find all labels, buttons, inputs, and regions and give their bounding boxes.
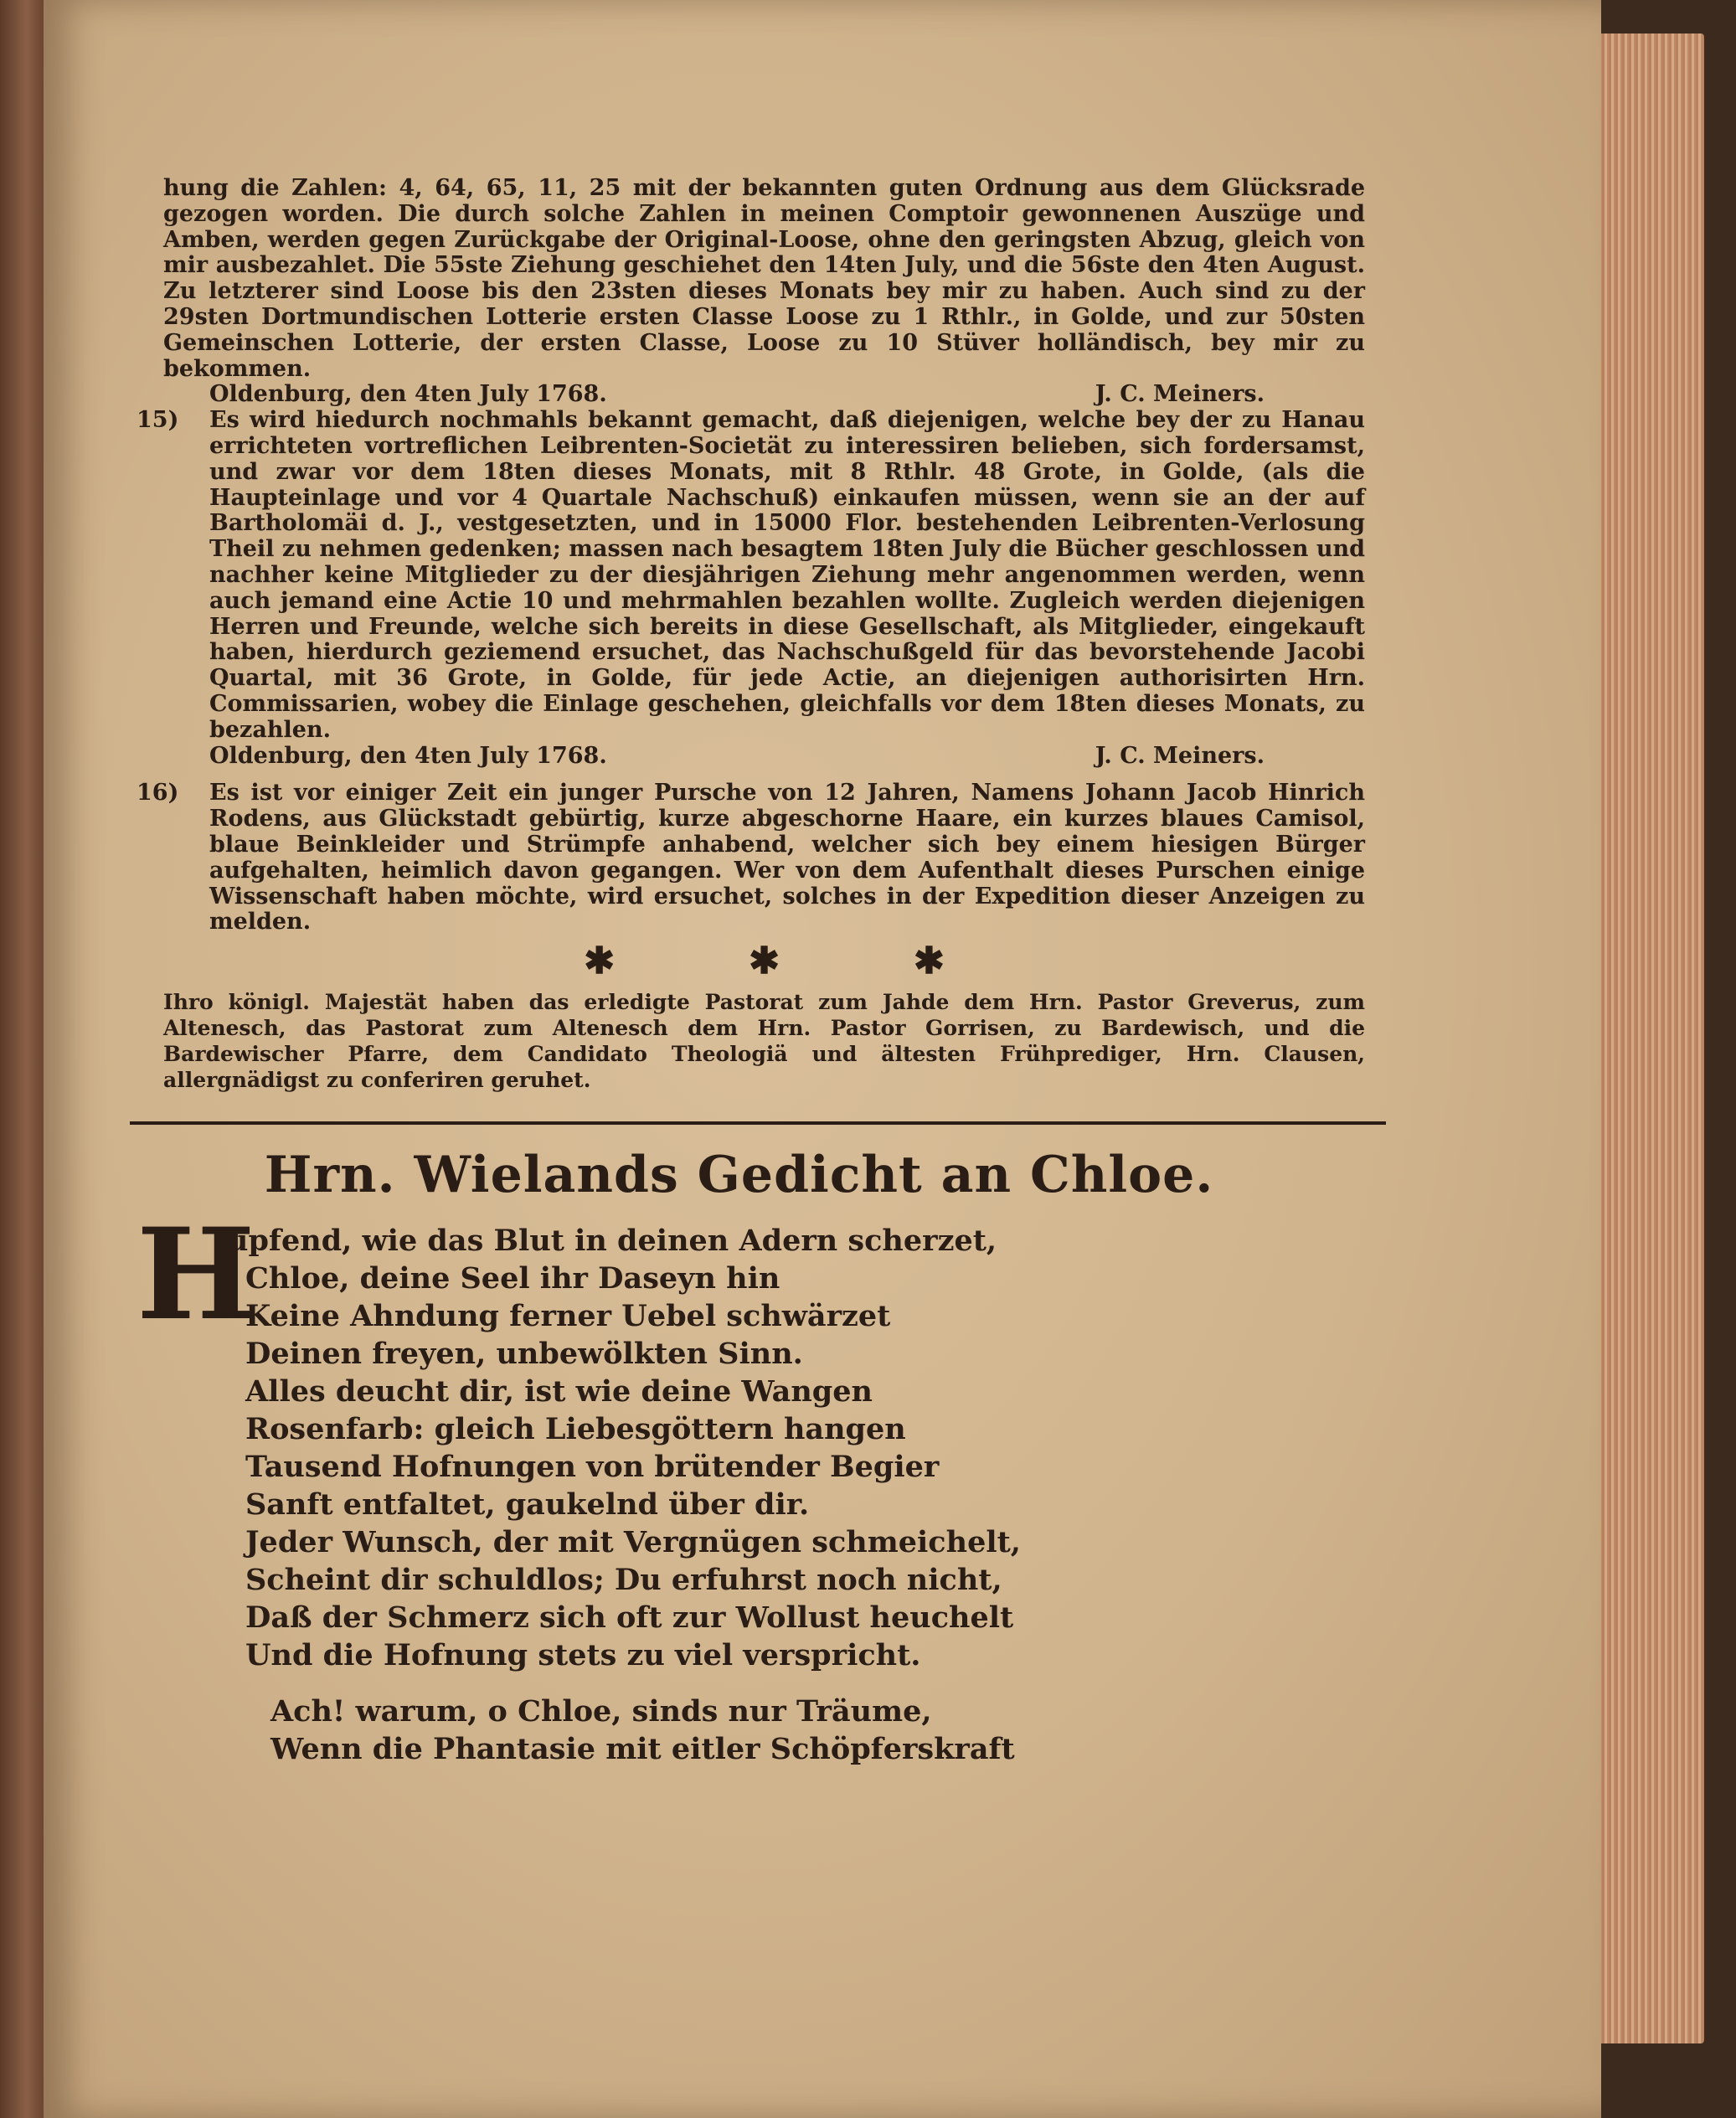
ornament-icon: ✱: [584, 940, 616, 983]
poem-line: Und die Hofnung stets zu viel verspricht.: [245, 1638, 921, 1673]
notice-15: [137, 407, 1365, 743]
ornament-row: [163, 940, 1365, 982]
ornament-icon: ✱: [749, 940, 780, 983]
page-content: [137, 175, 1365, 1768]
poem-line: Jeder Wunsch, der mit Vergnügen schmeichelt,: [245, 1525, 1021, 1560]
poem-dropcap: H: [137, 1201, 255, 1349]
poem-line: Alles deucht dir, ist wie deine Wangen: [245, 1374, 873, 1409]
signature: J. C. Meiners.: [1095, 381, 1265, 408]
poem-line: Chloe, deine Seel ihr Daseyn hin: [245, 1261, 780, 1296]
poem-line: Daß der Schmerz sich oft zur Wollust heuchelt: [245, 1600, 1014, 1636]
poem-line: üpfend, wie das Blut in deinen Adern scherzet,: [227, 1224, 997, 1259]
royal-appointment-notice: Ihro königl. Majestät haben das erledigte Pastorat zum Jahde dem Hrn. Pastor Greverus, zum Altenesch, das Pastorat zum Altenesch dem Hrn. Pastor Gorrisen, zu Bardewisch, und die Bardewischer Pfarre, dem Candidato Theologiä und ältesten Frühprediger, Hrn. Clausen, allergnädigst zu conferiren geruhet.: [163, 990, 1365, 1093]
notice-16: [137, 780, 1365, 935]
poem-line: Tausend Hofnungen von brütender Begier: [245, 1450, 940, 1485]
poem-line: Rosenfarb: gleich Liebesgöttern hangen: [245, 1412, 906, 1447]
lottery-notice-body: hung die Zahlen: 4, 64, 65, 11, 25 mit der bekannten guten Ordnung aus dem Glücksrade gezogen worden. Die durch solche Zahlen in meinen Comptoir gewonnenen Auszüge und Amben, werden gegen Zurückgabe der Original-Loose, ohne den geringsten Abzug, gleich von mir ausbezahlet. Die 55ste Ziehung geschiehet den 14ten July, und die 56ste den 4ten August. Zu letzterer sind Loose bis den 23sten dieses Monats bey mir zu haben. Auch sind zu der 29sten Dortmundischen Lotterie ersten Classe Loose zu 1 Rthlr., in Golde, und zur 50sten Gemeinschen Lotterie, der ersten Classe, Loose zu 10 Stüver holländisch, bey mir zu bekommen.: [163, 175, 1365, 382]
poem-title: Hrn. Wielands Gedicht an Chloe.: [264, 1146, 1214, 1205]
lottery-notice-signature-line: [163, 382, 1365, 408]
notice-number: 16): [137, 780, 179, 806]
poem-line: Deinen freyen, unbewölkten Sinn.: [245, 1337, 803, 1372]
notice-number: 15): [137, 407, 179, 434]
facing-page-edge: [0, 0, 44, 2118]
place-date: Oldenburg, den 4ten July 1768.: [209, 742, 607, 769]
signature: J. C. Meiners.: [1095, 742, 1265, 769]
poem-line: Wenn die Phantasie mit eitler Schöpferskraft: [270, 1732, 1015, 1767]
poem-line: Ach! warum, o Chloe, sinds nur Träume,: [270, 1694, 932, 1729]
page-stack-edges: [1595, 33, 1704, 2043]
poem-line: Keine Ahndung ferner Uebel schwärzet: [245, 1299, 891, 1334]
poem-line: Scheint dir schuldlos; Du erfuhrst noch nicht,: [245, 1563, 1002, 1598]
poem-stanza-2: [137, 1693, 1365, 1768]
place-date: Oldenburg, den 4ten July 1768.: [209, 381, 607, 408]
notice-body: Es ist vor einiger Zeit ein junger Pursche von 12 Jahren, Namens Johann Jacob Hinrich Rodens, aus Glückstadt gebürtig, kurze abgeschorne Haare, ein kurzes blaues Camisol, blaue Beinkleider und Strümpfe anhabend, welcher sich bey einem hiesigen Bürger aufgehalten, heimlich davon gegangen. Wer von dem Aufenthalt dieses Purschen einige Wissenschaft haben möchte, wird ersuchet, solches in der Expedition dieser Anzeigen zu melden.: [209, 780, 1365, 935]
ornament-icon: ✱: [913, 940, 945, 983]
poem-line: Sanft entfaltet, gaukelnd über dir.: [245, 1487, 810, 1523]
section-divider: [130, 1121, 1386, 1125]
notice-15-signature-line: [163, 744, 1365, 770]
poem: [137, 1201, 1365, 1768]
notice-body: Es wird hiedurch nochmahls bekannt gemacht, daß diejenigen, welche bey der zu Hanau errichteten vortreflichen Leibrenten-Societät zu interessiren belieben, sich fordersamst, und zwar vor dem 18ten dieses Monats, mit 8 Rthlr. 48 Grote, in Golde, (als die Haupteinlage und vor 4 Quartale Nachschuß) einkaufen müssen, wenn sie an der auf Bartholomäi d. J., vestgesetzten, und in 15000 Flor. bestehenden Leibrenten-Verlosung Theil zu nehmen gedenken; massen nach besagtem 18ten July die Bücher geschlossen und nachher keine Mitglieder zu der diesjährigen Ziehung mehr angenommen werden, wenn auch jemand eine Actie 10 und mehrmahlen bezahlen wollte. Zugleich werden diejenigen Herren und Freunde, welche sich bereits in diese Gesellschaft, als Mitglieder, eingekauft haben, hierdurch geziemend ersuchet, das Nachschußgeld für das bevorstehende Jacobi Quartal, mit 36 Grote, in Golde, für jede Actie, an diejenigen authorisirten Hrn. Commissarien, wobey die Einlage geschehen, gleichfalls vor dem 18ten dieses Monats, zu bezahlen.: [209, 407, 1365, 743]
poem-stanza-1: [137, 1201, 1365, 1674]
